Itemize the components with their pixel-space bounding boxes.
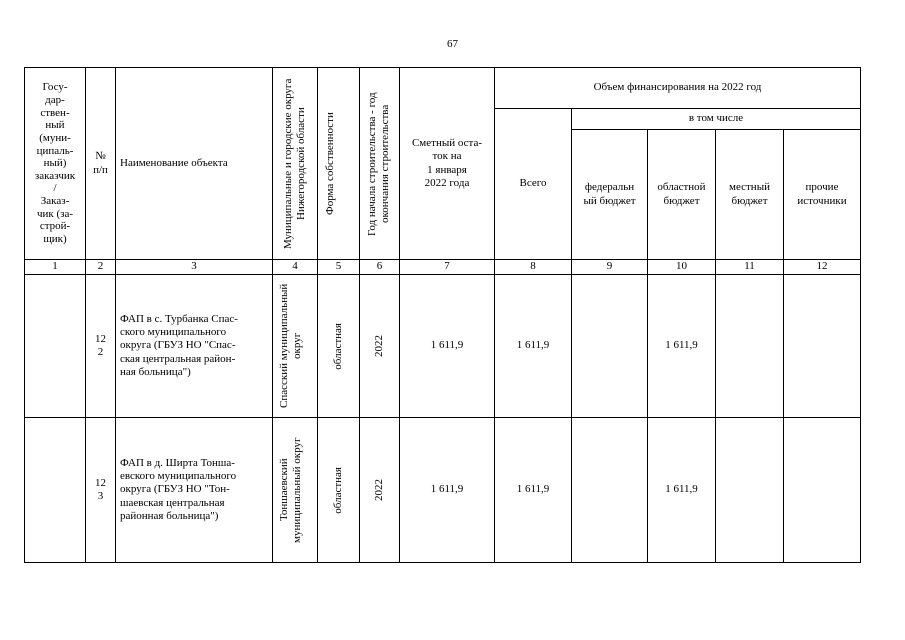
row-customer [25,418,86,563]
row-ownership-text: областная [331,322,344,370]
header-municipality [273,68,318,260]
row-ownership [318,418,360,563]
row-other [784,275,861,418]
row-regional: 1 611,9 [648,418,716,563]
row-number: 12 3 [86,418,116,563]
financing-table [24,67,861,563]
header-ownership-text: Форма собственности [323,112,336,215]
header-other: прочие источники [784,130,861,260]
header-including: в том числе [572,109,861,130]
column-number: 5 [318,260,360,275]
row-regional: 1 611,9 [648,275,716,418]
row-years [360,418,400,563]
table-row [25,418,861,563]
header-municipality-text: Муниципальные и городские округа Нижегородской области [281,78,307,249]
row-estimated-balance: 1 611,9 [400,418,495,563]
header-federal: федеральн ый бюджет [572,130,648,260]
column-number: 3 [116,260,273,275]
row-years-text: 2022 [372,335,385,357]
column-number: 7 [400,260,495,275]
column-numbers-row [25,260,861,275]
column-number: 1 [25,260,86,275]
row-years-text: 2022 [372,479,385,501]
column-number: 4 [273,260,318,275]
row-local [716,418,784,563]
row-object-name: ФАП в д. Ширта Тонша- евского муниципального округа (ГБУЗ НО "Тон- шаевская центральная районная больница") [116,418,273,563]
header-object-name: Наименование объекта [116,68,273,260]
row-municipality-text: Тоншаевский муниципальный округ [278,437,304,543]
row-other [784,418,861,563]
header-total: Всего [495,109,572,260]
page-number: 67 [447,38,458,50]
row-ownership-text: областная [331,466,344,514]
column-number: 11 [716,260,784,275]
row-municipality [273,275,318,418]
header-estimated-balance: Сметный оста- ток на 1 января 2022 года [400,68,495,260]
header-row-1 [25,68,861,109]
column-number: 9 [572,260,648,275]
header-regional: областной бюджет [648,130,716,260]
row-years [360,275,400,418]
row-object-name: ФАП в с. Турбанка Спас- ского муниципального округа (ГБУЗ НО "Спас- ская центральная район- ная больница") [116,275,273,418]
row-federal [572,275,648,418]
column-number: 8 [495,260,572,275]
header-customer: Госу- дар- ствен- ный (муни- ципаль- ный) заказчик / Заказ- чик (за- строй- щик) [25,68,86,260]
header-years [360,68,400,260]
row-ownership [318,275,360,418]
header-ownership [318,68,360,260]
column-number: 10 [648,260,716,275]
header-local: местный бюджет [716,130,784,260]
row-federal [572,418,648,563]
row-customer [25,275,86,418]
row-municipality [273,418,318,563]
row-municipality-text: Спасский муниципальный округ [278,283,304,409]
row-total: 1 611,9 [495,275,572,418]
column-number: 2 [86,260,116,275]
row-total: 1 611,9 [495,418,572,563]
header-years-text: Год начала строительства - год окончания строительства [366,91,392,236]
row-estimated-balance: 1 611,9 [400,275,495,418]
row-number: 12 2 [86,275,116,418]
column-number: 6 [360,260,400,275]
header-financing: Объем финансирования на 2022 год [495,68,861,109]
column-number: 12 [784,260,861,275]
header-number: № п/п [86,68,116,260]
table-row [25,275,861,418]
row-local [716,275,784,418]
